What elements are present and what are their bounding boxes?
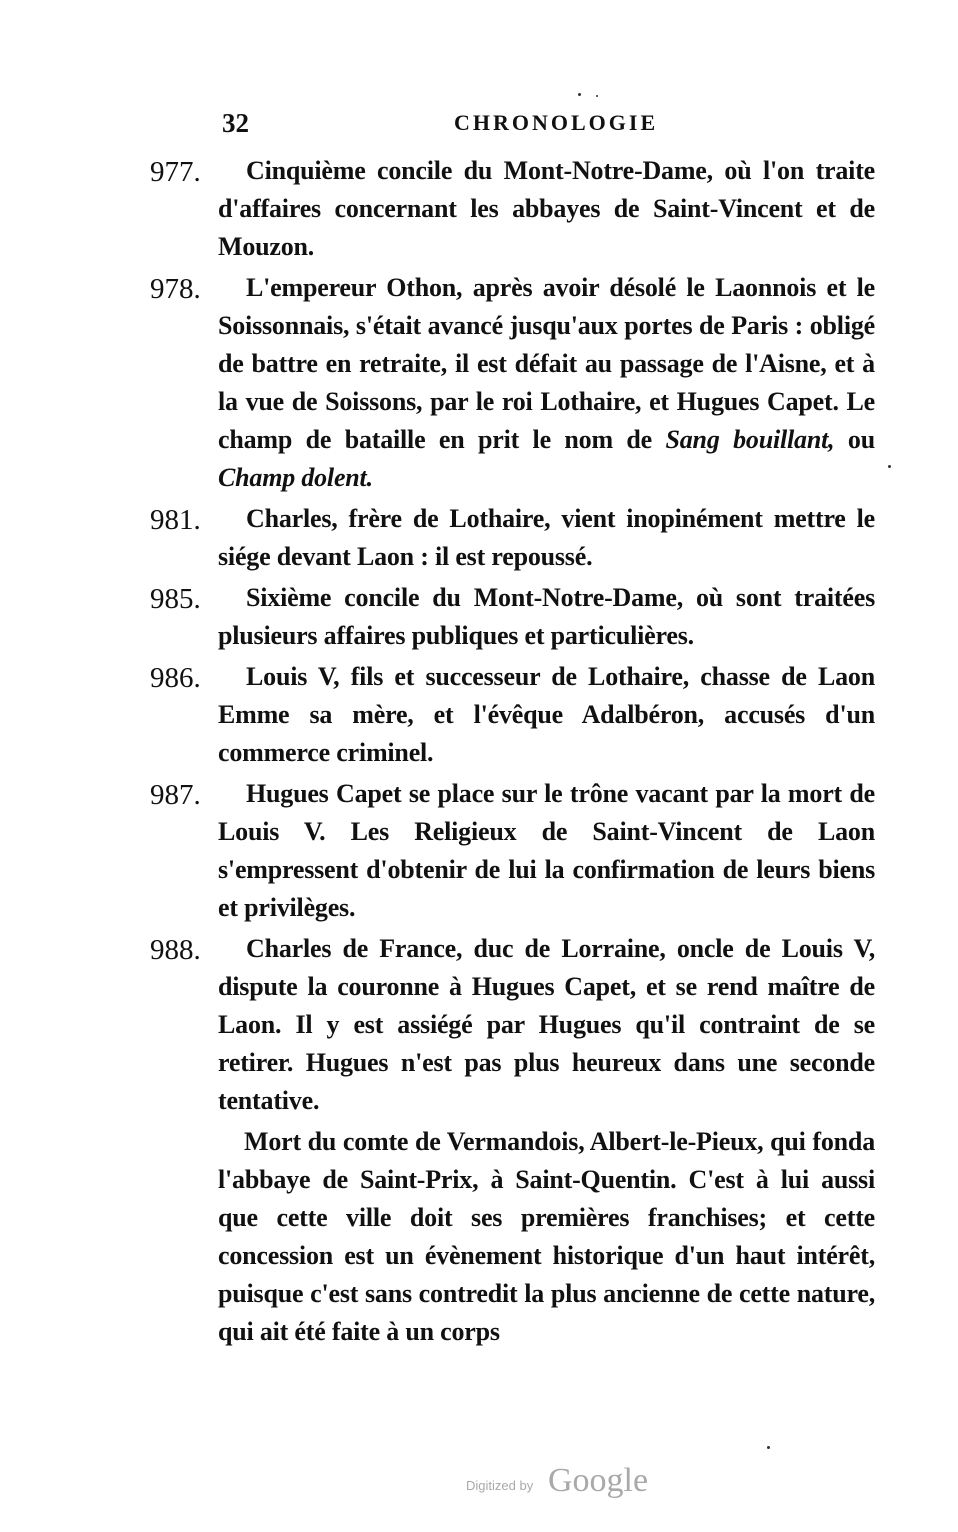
- entry-year: 981.: [150, 504, 201, 536]
- print-speck: [767, 1446, 770, 1449]
- italic-term-sang-bouillant: Sang bouillant,: [665, 425, 835, 454]
- entry-988-continued: [150, 1123, 875, 1351]
- entry-text: Louis V, fils et successeur de Lothaire, chasse de Laon Emme sa mère, et l'évêque Adalbéron, accusés d'un commerce criminel.: [218, 662, 875, 767]
- digitized-by-label: Digitized by: [466, 1478, 534, 1493]
- print-speck: [578, 93, 581, 96]
- digitization-watermark: [466, 1462, 666, 1502]
- entry-year: 977.: [150, 156, 201, 188]
- entry-text: Charles, frère de Lothaire, vient inopinément mettre le siége devant Laon : il est repoussé.: [218, 504, 875, 571]
- print-speck: [596, 95, 598, 97]
- running-title: CHRONOLOGIE: [454, 110, 659, 135]
- entry-987: [150, 775, 875, 927]
- entry-986: [150, 658, 875, 772]
- page-header: [218, 108, 868, 142]
- entry-year: 986.: [150, 662, 201, 694]
- page-number: 32: [222, 108, 249, 138]
- entry-text-connector: ou: [834, 425, 875, 454]
- entry-text: Charles de France, duc de Lorraine, oncle de Louis V, dispute la couronne à Hugues Capet, et se rend maître de Laon. Il y est assiégé par Hugues qu'il contraint de se retirer. Hugues n'est pas plus heureux dans une seconde tentative.: [218, 934, 875, 1115]
- entry-977: [150, 152, 875, 266]
- entry-978: [150, 269, 875, 497]
- entry-981: [150, 500, 875, 576]
- entry-985: [150, 579, 875, 655]
- entry-text: Sixième concile du Mont-Notre-Dame, où sont traitées plusieurs affaires publiques et particulières.: [218, 583, 875, 650]
- entry-year: 988.: [150, 934, 201, 966]
- google-logo: Google: [548, 1462, 649, 1499]
- entry-text: Hugues Capet se place sur le trône vacant par la mort de Louis V. Les Religieux de Saint-Vincent de Laon s'empressent d'obtenir de lui la confirmation de leurs biens et privilèges.: [218, 779, 875, 922]
- entry-text: Cinquième concile du Mont-Notre-Dame, où l'on traite d'affaires concernant les abbayes de Saint-Vincent et de Mouzon.: [218, 156, 875, 261]
- entry-988: [150, 930, 875, 1120]
- chronology-entries: [150, 152, 875, 1354]
- print-speck: [888, 465, 891, 468]
- entry-year: 978.: [150, 273, 201, 305]
- entry-text: [218, 269, 875, 497]
- italic-term-champ-dolent: Champ dolent.: [218, 463, 373, 492]
- entry-text: Mort du comte de Vermandois, Albert-le-Pieux, qui fonda l'abbaye de Saint-Prix, à Saint-Quentin. C'est à lui aussi que cette ville doit ses premières franchises; et cette concession est un évènement historique d'un haut intérêt, puisque c'est sans contredit la plus ancienne de cette nature, qui ait été faite à un corps: [218, 1127, 875, 1346]
- entry-year: 987.: [150, 779, 201, 811]
- entry-year: 985.: [150, 583, 201, 615]
- entry-text-main: L'empereur Othon, après avoir désolé le Laonnois et le Soissonnais, s'était avancé jusqu'aux portes de Paris : obligé de battre en retraite, il est défait au passage de l'Aisne, et à la vue de Soissons, par le roi Lothaire, et Hugues Capet. Le champ de bataille en prit le nom de: [218, 273, 875, 454]
